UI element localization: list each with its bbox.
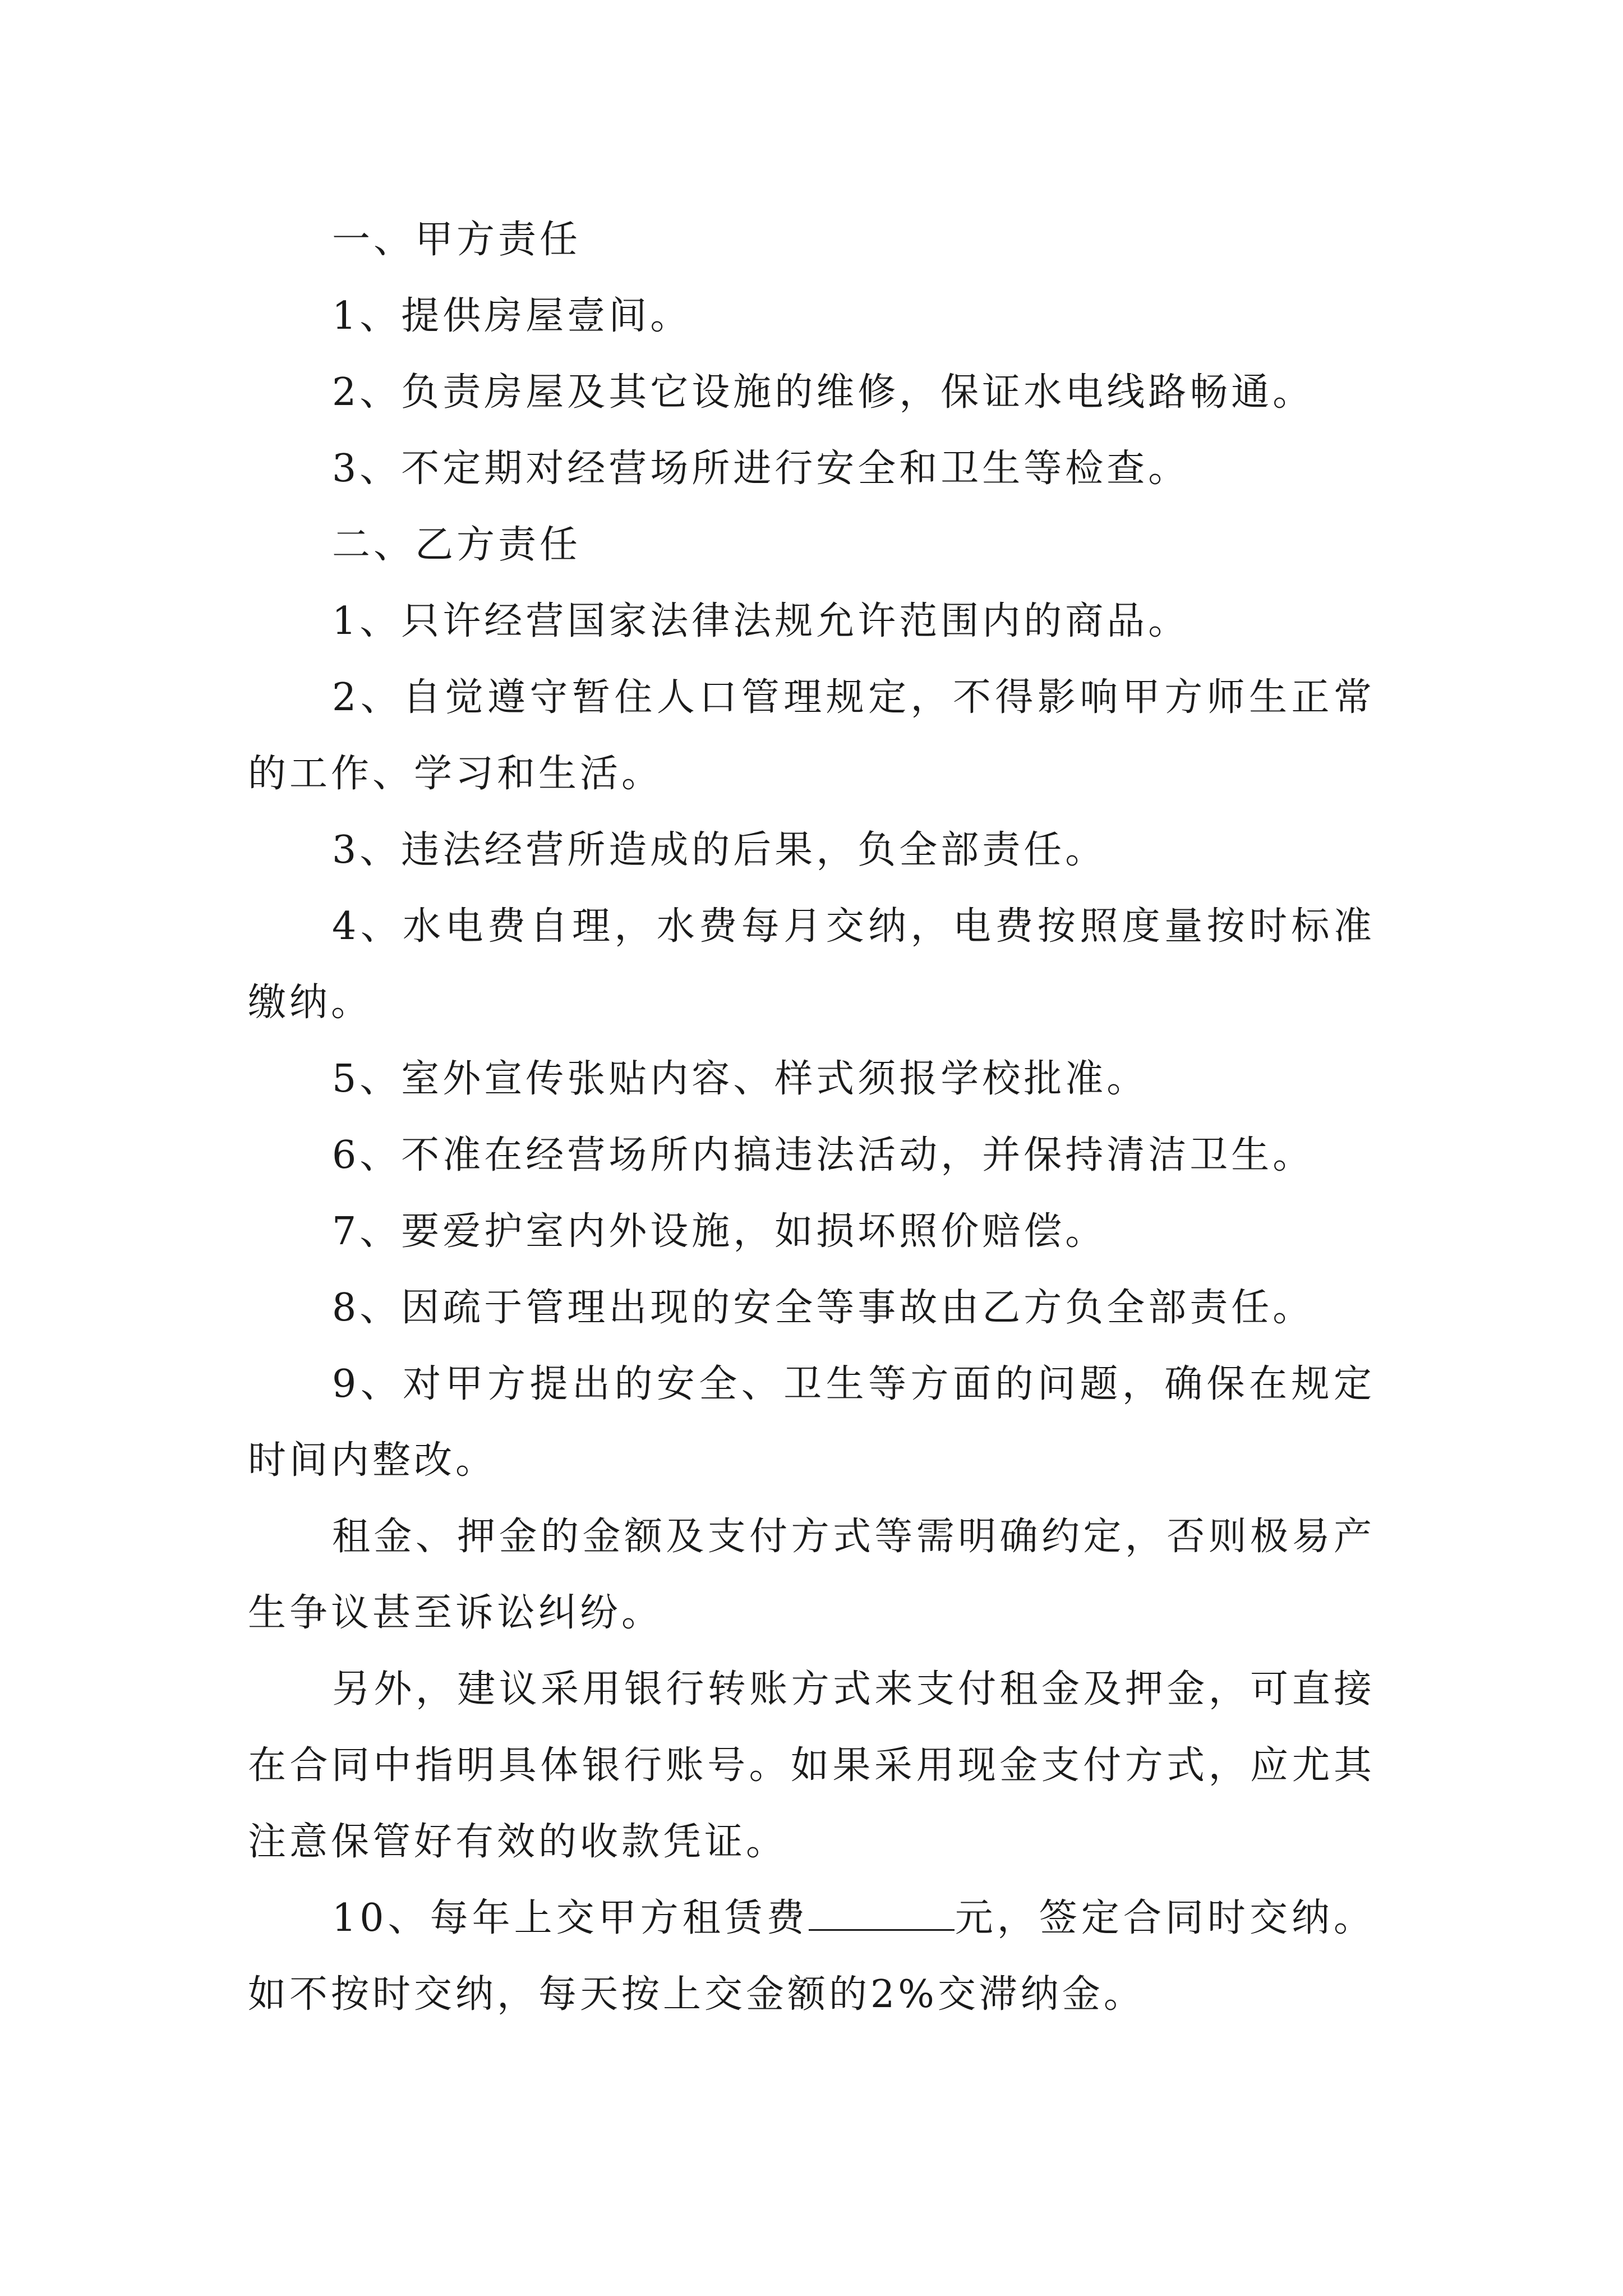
party-b-clause-3: 3、违法经营所造成的后果，负全部责任。 (332, 828, 1107, 872)
party-a-clause-3: 3、不定期对经营场所进行安全和卫生等检查。 (332, 447, 1190, 491)
party-b-clause-2: 2、自觉遵守暂住人口管理规定，不得影响甲方师生正常的工作、学习和生活。 (248, 675, 1375, 796)
party-b-clause-9: 9、对甲方提出的安全、卫生等方面的问题，确保在规定时间内整改。 (248, 1362, 1375, 1483)
clause-10-text-after: 元，签定合同时交纳。如不按时交纳，每天按上交金额的2%交滞纳金。 (248, 1896, 1375, 2017)
payment-method-note: 另外，建议采用银行转账方式来支付租金及押金，可直接在合同中指明具体银行账号。如果采用现金支付方式，应尤其注意保管好有效的收款凭证。 (248, 1667, 1375, 1864)
rent-deposit-note: 租金、押金的金额及支付方式等需明确约定，否则极易产生争议甚至诉讼纠纷。 (248, 1515, 1375, 1635)
party-b-clause-5: 5、室外宣传张贴内容、样式须报学校批准。 (332, 1057, 1149, 1101)
party-b-clause-7: 7、要爱护室内外设施，如损坏照价赔偿。 (332, 1209, 1107, 1254)
party-b-clause-1: 1、只许经营国家法律法规允许范围内的商品。 (332, 599, 1190, 643)
section-heading-party-a: 一、甲方责任 (332, 218, 582, 262)
party-b-clause-6: 6、不准在经营场所内搞违法活动，并保持清洁卫生。 (332, 1133, 1315, 1177)
rent-amount-blank (809, 1897, 955, 1931)
party-b-clause-10 (248, 1880, 1375, 2033)
party-b-clause-8: 8、因疏于管理出现的安全等事故由乙方负全部责任。 (332, 1286, 1315, 1330)
section-heading-party-b: 二、乙方责任 (332, 523, 582, 567)
party-a-clause-2: 2、负责房屋及其它设施的维修，保证水电线路畅通。 (332, 370, 1315, 415)
clause-10-text-before: 10、每年上交甲方租赁费 (332, 1896, 809, 1940)
party-b-clause-4: 4、水电费自理，水费每月交纳，电费按照度量按时标准缴纳。 (248, 904, 1375, 1025)
party-a-clause-1: 1、提供房屋壹间。 (332, 294, 692, 338)
document-body (248, 202, 1375, 2033)
